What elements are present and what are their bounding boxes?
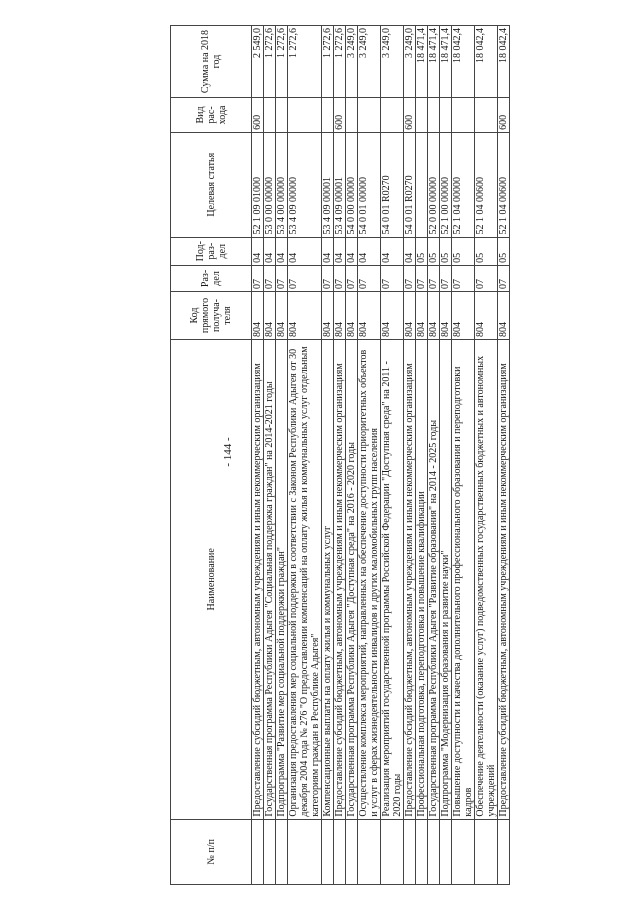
row-admin-code: 804 bbox=[440, 292, 452, 340]
row-admin-code: 804 bbox=[288, 292, 322, 340]
row-number bbox=[404, 819, 416, 884]
row-subsection: 05 bbox=[428, 237, 440, 265]
row-admin-code: 804 bbox=[264, 292, 276, 340]
row-section: 07 bbox=[475, 265, 498, 291]
row-target-article: 52 0 00 00000 bbox=[428, 132, 440, 237]
row-section: 07 bbox=[452, 265, 475, 291]
row-admin-code: 804 bbox=[404, 292, 416, 340]
row-name: Повышение доступности и качества дополнительного профессионального образования и переподготовки кадров bbox=[452, 339, 475, 819]
row-target-article: 52 1 09 01000 bbox=[252, 132, 264, 237]
row-name: Предоставление субсидий бюджетным, автономным учреждениям и иным некоммерческим организациям bbox=[498, 339, 510, 819]
row-subsection: 04 bbox=[288, 237, 322, 265]
row-admin-code: 804 bbox=[416, 292, 428, 340]
row-section: 07 bbox=[252, 265, 264, 291]
row-target-article: 54 0 01 00000 bbox=[358, 132, 381, 237]
row-expense-type bbox=[428, 98, 440, 133]
row-number bbox=[288, 819, 322, 884]
row-section: 07 bbox=[346, 265, 358, 291]
row-sum: 3 249,0 bbox=[346, 26, 358, 98]
row-number bbox=[264, 819, 276, 884]
table-row bbox=[288, 26, 322, 885]
row-target-article: 53 0 00 00000 bbox=[264, 132, 276, 237]
table-row bbox=[334, 26, 346, 885]
table-row bbox=[346, 26, 358, 885]
row-expense-type: 600 bbox=[404, 98, 416, 133]
row-name: Осуществление комплекса мероприятий, направленных на обеспечение доступности приоритетных объектов и услуг в сферах жизнедеятельности инвалидов и других маломобильных групп населения bbox=[358, 339, 381, 819]
row-expense-type bbox=[381, 98, 404, 133]
row-sum: 18 471,4 bbox=[416, 26, 428, 98]
row-name: Предоставление субсидий бюджетным, автономным учреждениям и иным некоммерческим организациям bbox=[404, 339, 416, 819]
row-sum: 3 249,0 bbox=[381, 26, 404, 98]
row-number bbox=[276, 819, 288, 884]
row-section: 07 bbox=[264, 265, 276, 291]
row-number bbox=[452, 819, 475, 884]
row-admin-code: 804 bbox=[334, 292, 346, 340]
row-admin-code: 804 bbox=[452, 292, 475, 340]
table-row bbox=[428, 26, 440, 885]
table-row bbox=[264, 26, 276, 885]
row-sum: 3 249,0 bbox=[404, 26, 416, 98]
row-expense-type bbox=[440, 98, 452, 133]
row-name: Обеспечение деятельности (оказание услуг) подведомственных государственных бюджетных и автономных учреждений bbox=[475, 339, 498, 819]
row-name: Подпрограмма "Развитие мер социальной поддержки граждан" bbox=[276, 339, 288, 819]
row-section: 07 bbox=[498, 265, 510, 291]
row-sum: 1 272,6 bbox=[322, 26, 334, 98]
row-admin-code: 804 bbox=[381, 292, 404, 340]
table-row bbox=[498, 26, 510, 885]
row-section: 07 bbox=[416, 265, 428, 291]
table-row bbox=[404, 26, 416, 885]
row-sum: 3 249,0 bbox=[358, 26, 381, 98]
row-name: Предоставление субсидий бюджетным, автономным учреждениям и иным некоммерческим организациям bbox=[334, 339, 346, 819]
row-expense-type bbox=[358, 98, 381, 133]
row-subsection: 04 bbox=[334, 237, 346, 265]
row-target-article: 52 1 00 00000 bbox=[440, 132, 452, 237]
row-expense-type bbox=[346, 98, 358, 133]
row-number bbox=[428, 819, 440, 884]
row-expense-type: 600 bbox=[498, 98, 510, 133]
row-target-article: 52 1 04 00000 bbox=[452, 132, 475, 237]
page-number: - 144 - bbox=[222, 437, 234, 467]
row-number bbox=[346, 819, 358, 884]
row-expense-type: 600 bbox=[252, 98, 264, 133]
row-subsection: 04 bbox=[358, 237, 381, 265]
row-name: Предоставление субсидий бюджетным, автономным учреждениям и иным некоммерческим организациям bbox=[252, 339, 264, 819]
table-row bbox=[358, 26, 381, 885]
row-expense-type bbox=[264, 98, 276, 133]
row-target-article: 54 0 01 R0270 bbox=[404, 132, 416, 237]
header-admin-code: Код прямого получа-теля bbox=[171, 292, 252, 340]
row-subsection: 04 bbox=[381, 237, 404, 265]
table-row bbox=[381, 26, 404, 885]
row-name: Профессиональная подготовка, переподготовка и повышение квалификации bbox=[416, 339, 428, 819]
row-sum: 18 042,4 bbox=[475, 26, 498, 98]
table-row bbox=[440, 26, 452, 885]
row-target-article: 53 4 09 00000 bbox=[288, 132, 322, 237]
row-section: 07 bbox=[322, 265, 334, 291]
row-expense-type bbox=[475, 98, 498, 133]
row-section: 07 bbox=[334, 265, 346, 291]
budget-table bbox=[170, 25, 510, 885]
row-number bbox=[416, 819, 428, 884]
row-expense-type bbox=[452, 98, 475, 133]
row-admin-code: 804 bbox=[475, 292, 498, 340]
row-name: Подпрограмма "Модернизация образования и развитие науки" bbox=[440, 339, 452, 819]
row-expense-type bbox=[276, 98, 288, 133]
row-number bbox=[322, 819, 334, 884]
row-admin-code: 804 bbox=[428, 292, 440, 340]
header-expense-type: Вид рас-хода bbox=[171, 98, 252, 133]
row-number bbox=[252, 819, 264, 884]
row-section: 07 bbox=[428, 265, 440, 291]
row-admin-code: 804 bbox=[346, 292, 358, 340]
row-name: Государственная программа Республики Адыгея "Социальная поддержка граждан" на 2014-2021 годы bbox=[264, 339, 276, 819]
row-number bbox=[440, 819, 452, 884]
row-subsection: 04 bbox=[346, 237, 358, 265]
row-name: Реализация мероприятий государственной программы Российской Федерации "Доступная среда" на 2011 - 2020 годы bbox=[381, 339, 404, 819]
row-sum: 1 272,6 bbox=[288, 26, 322, 98]
table-row bbox=[276, 26, 288, 885]
row-sum: 18 471,4 bbox=[428, 26, 440, 98]
row-admin-code: 804 bbox=[498, 292, 510, 340]
row-subsection: 05 bbox=[475, 237, 498, 265]
row-section: 07 bbox=[404, 265, 416, 291]
row-section: 07 bbox=[276, 265, 288, 291]
row-subsection: 04 bbox=[322, 237, 334, 265]
row-subsection: 05 bbox=[452, 237, 475, 265]
table-row bbox=[475, 26, 498, 885]
header-subsection: Под-раз-дел bbox=[171, 237, 252, 265]
row-number bbox=[498, 819, 510, 884]
row-name: Государственная программа Республики Адыгея "Доступная среда" на 2016 - 2020 годы bbox=[346, 339, 358, 819]
row-expense-type bbox=[322, 98, 334, 133]
row-sum: 18 471,4 bbox=[440, 26, 452, 98]
row-section: 07 bbox=[358, 265, 381, 291]
row-name: Государственная программа Республики Адыгея "Развитие образования" на 2014 - 2025 годы bbox=[428, 339, 440, 819]
header-number: № п/п bbox=[171, 819, 252, 884]
row-subsection: 04 bbox=[404, 237, 416, 265]
header-section: Раз-дел bbox=[171, 265, 252, 291]
row-sum: 18 042,4 bbox=[498, 26, 510, 98]
row-sum: 18 042,4 bbox=[452, 26, 475, 98]
row-subsection: 05 bbox=[416, 237, 428, 265]
header-target-article: Целевая статья bbox=[171, 132, 252, 237]
row-section: 07 bbox=[440, 265, 452, 291]
row-sum: 2 549,0 bbox=[252, 26, 264, 98]
row-admin-code: 804 bbox=[358, 292, 381, 340]
row-target-article bbox=[416, 132, 428, 237]
row-number bbox=[358, 819, 381, 884]
row-target-article: 53 4 09 00001 bbox=[334, 132, 346, 237]
row-number bbox=[381, 819, 404, 884]
table-row bbox=[452, 26, 475, 885]
row-name: Компенсационные выплаты на оплату жилья и коммунальных услуг bbox=[322, 339, 334, 819]
row-expense-type bbox=[416, 98, 428, 133]
row-target-article: 53 4 09 00001 bbox=[322, 132, 334, 237]
row-subsection: 04 bbox=[276, 237, 288, 265]
header-row bbox=[171, 26, 252, 885]
row-target-article: 53 4 00 00000 bbox=[276, 132, 288, 237]
row-subsection: 04 bbox=[264, 237, 276, 265]
row-target-article: 54 0 00 00000 bbox=[346, 132, 358, 237]
header-sum: Сумма на 2018 год bbox=[171, 26, 252, 98]
table-row bbox=[416, 26, 428, 885]
row-target-article: 52 1 04 00600 bbox=[475, 132, 498, 237]
row-admin-code: 804 bbox=[252, 292, 264, 340]
row-sum: 1 272,6 bbox=[276, 26, 288, 98]
table-row bbox=[252, 26, 264, 885]
row-section: 07 bbox=[381, 265, 404, 291]
table-row bbox=[322, 26, 334, 885]
row-subsection: 05 bbox=[498, 237, 510, 265]
row-target-article: 54 0 01 R0270 bbox=[381, 132, 404, 237]
row-subsection: 04 bbox=[252, 237, 264, 265]
row-sum: 1 272,6 bbox=[264, 26, 276, 98]
row-admin-code: 804 bbox=[322, 292, 334, 340]
row-admin-code: 804 bbox=[276, 292, 288, 340]
row-sum: 1 272,6 bbox=[334, 26, 346, 98]
header-name: Наименование bbox=[171, 339, 252, 819]
row-expense-type bbox=[288, 98, 322, 133]
row-subsection: 05 bbox=[440, 237, 452, 265]
row-number bbox=[475, 819, 498, 884]
row-section: 07 bbox=[288, 265, 322, 291]
row-target-article: 52 1 04 00600 bbox=[498, 132, 510, 237]
rotated-table-wrapper bbox=[170, 25, 640, 885]
row-expense-type: 600 bbox=[334, 98, 346, 133]
row-number bbox=[334, 819, 346, 884]
row-name: Организация предоставления мер социальной поддержки в соответствии с Законом Республики Адыгея от 30 декабря 2004 года № 276 "О предоставлении компенсаций на оплату жилья и коммунальных услуг отдельным категориям граждан в Республике Адыгея" bbox=[288, 339, 322, 819]
